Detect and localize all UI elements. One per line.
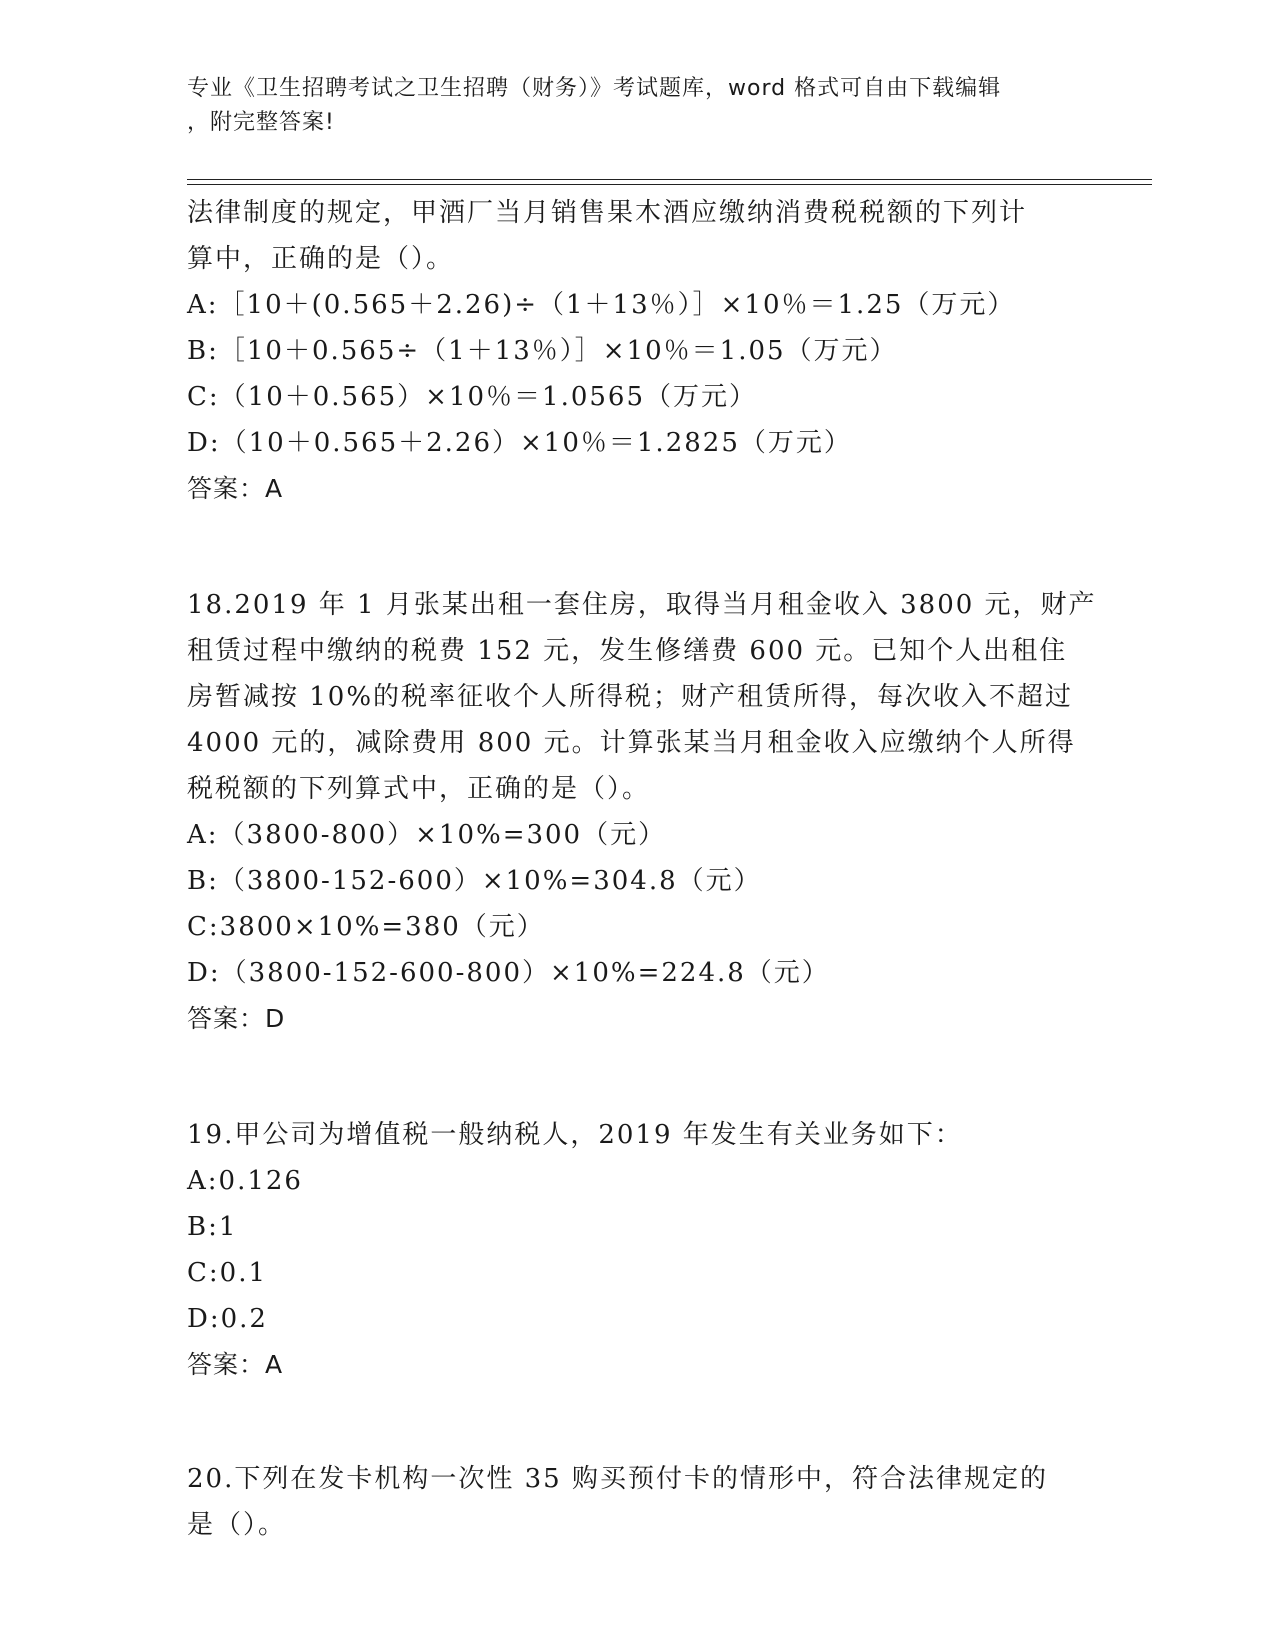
question-stem-line: 算中，正确的是（）。 (187, 244, 455, 274)
option-a: A:（3800-800）×10%=300（元） (187, 820, 667, 850)
answer: 答案：D (187, 1004, 286, 1033)
spacer (187, 1042, 1087, 1112)
question-stem-line: 法律制度的规定，甲酒厂当月销售果木酒应缴纳消费税税额的下列计 (187, 198, 1028, 228)
option-c: C:0.1 (187, 1258, 268, 1288)
question-stem-line: 租赁过程中缴纳的税费 152 元，发生修缮费 600 元。已知个人出租住 (187, 636, 1068, 666)
option-c: C:（10＋0.565）×10％＝1.0565（万元） (187, 382, 758, 412)
option-b: B:（3800-152-600）×10%=304.8（元） (187, 866, 762, 896)
question-stem-line: 19.甲公司为增值税一般纳税人，2019 年发生有关业务如下： (187, 1120, 963, 1150)
option-d: D:（3800-152-600-800）×10%=224.8（元） (187, 958, 830, 988)
header-divider-top (187, 179, 1152, 180)
header-line-2: ，附完整答案! (187, 110, 335, 135)
spacer (187, 1388, 1087, 1456)
question-list (187, 190, 1097, 1548)
question-19 (187, 1112, 1087, 1388)
option-b: B:1 (187, 1212, 238, 1242)
option-a: A:0.126 (187, 1166, 303, 1196)
header-divider-bottom (187, 184, 1152, 185)
question-17 (187, 190, 1087, 512)
option-d: D:（10＋0.565＋2.26）×10％＝1.2825（万元） (187, 428, 852, 458)
document-header (187, 72, 1067, 140)
question-stem-line: 是（）。 (187, 1510, 287, 1540)
question-stem-line: 18.2019 年 1 月张某出租一套住房，取得当月租金收入 3800 元，财产 (187, 590, 1097, 620)
answer: 答案：A (187, 474, 284, 503)
question-stem-line: 4000 元的，减除费用 800 元。计算张某当月租金收入应缴纳个人所得 (187, 728, 1076, 758)
option-c: C:3800×10%=380（元） (187, 912, 545, 942)
question-18 (187, 582, 1097, 1042)
header-line-1: 专业《卫生招聘考试之卫生招聘（财务）》考试题库，word 格式可自由下载编辑 (187, 76, 1002, 101)
question-20 (187, 1456, 1087, 1548)
question-stem-line: 房暂减按 10%的税率征收个人所得税；财产租赁所得，每次收入不超过 (187, 682, 1074, 712)
option-b: B:［10＋0.565÷（1＋13％）］×10％＝1.05（万元） (187, 336, 898, 366)
answer: 答案：A (187, 1350, 284, 1379)
option-d: D:0.2 (187, 1304, 268, 1334)
question-stem-line: 20.下列在发卡机构一次性 35 购买预付卡的情形中，符合法律规定的 (187, 1464, 1048, 1494)
spacer (187, 512, 1087, 582)
option-a: A:［10＋(0.565＋2.26)÷（1＋13％）］×10％＝1.25（万元） (187, 290, 1016, 320)
question-stem-line: 税税额的下列算式中，正确的是（）。 (187, 774, 651, 804)
